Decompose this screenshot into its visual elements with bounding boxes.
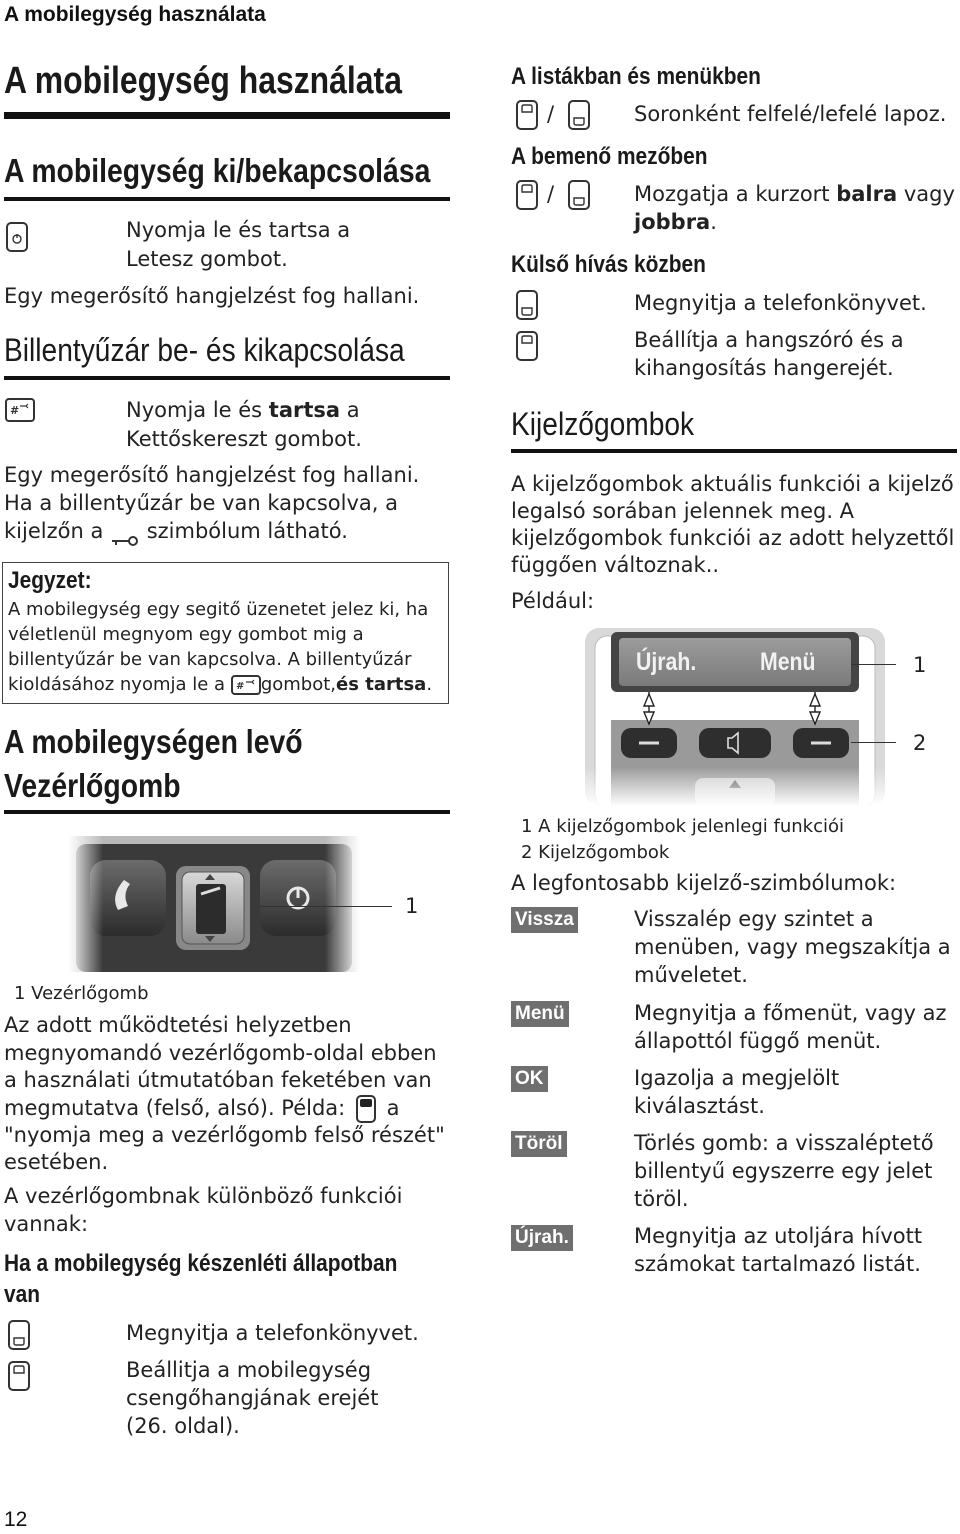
control-para1-line4 [4,1094,400,1123]
input-text-line2 [634,208,717,236]
symbol-desc-menu-line2: állapottól függő menüt. [634,1029,882,1053]
control-caption: 1 Vezérlőgomb [14,983,149,1004]
idle-up-key-icon [8,1361,30,1391]
control-para1-line5: "nyomja meg a vezérlőgomb felső részét" [4,1123,445,1147]
symbol-desc-ujrah-line1: Megnyitja az utoljára hívott [634,1224,923,1248]
onoff-title-rule [4,197,450,201]
control-callout-line [260,906,392,907]
symbol-badge-torol: Töröl [511,1131,567,1157]
keylock-text-a: Nyomja le és [126,398,269,422]
keylock-info-a: kijelzőn a [4,519,104,543]
note-title: Jegyzet: [8,567,92,594]
idle-up-line3: (26. oldal). [126,1414,240,1438]
note-hash-key-icon [231,675,261,695]
note-line4 [8,672,432,697]
keylock-text-b: a [340,398,360,422]
symbol-desc-ujrah-line2: számokat tartalmazó listát. [634,1252,921,1276]
keylock-text-bold: tartsa [268,398,341,422]
softkeys-title: Kijelzőgombok [511,406,695,442]
symbol-desc-torol-line2: billentyű egyszerre egy jelet [634,1159,933,1183]
input-down-key-icon [568,180,590,210]
note-line4-b: gombot, [260,674,337,695]
lists-down-key-icon [568,100,590,130]
control-para1-line2: megnyomandó vezérlőgomb-oldal ebben [4,1041,437,1065]
note-line4-c: és tartsa [336,674,427,695]
idle-title-line1: Ha a mobilegység készenléti állapotban [4,1250,398,1277]
external-up-key-icon [516,331,538,361]
note-line4-d: . [426,674,433,695]
symbol-desc-torol-line3: töröl. [634,1187,689,1211]
idle-down-text: Megnyitja a telefonkönyvet. [126,1321,419,1345]
control-para1-line4-a: megmutatva (felső, alsó). Példa: [4,1096,346,1120]
main-title-rule [4,112,450,119]
symbol-desc-vissza-line1: Visszalép egy szintet a [634,907,874,931]
input-text-a: Mozgatja a kurzort [634,182,837,206]
softkeys-para-line4: függően változnak.. [511,553,720,577]
idle-down-key-icon [8,1320,30,1350]
softkey-callout2: 2 [913,731,927,755]
lists-separator: / [547,102,555,126]
keylock-text-line1 [126,396,360,424]
control-title-rule [4,810,450,814]
keylock-title-rule [4,376,450,380]
softkey-callout1-line [851,664,896,665]
running-header: A mobilegység használata [4,3,266,26]
onoff-confirm: Egy megerősítő hangjelzést fog hallani. [4,284,420,308]
onoff-text-line2: Letesz gombot. [126,247,288,271]
control-para1-line1: Az adott működtetési helyzetben [4,1013,352,1037]
keylock-info-b: szimbólum látható. [146,519,348,543]
keylock-text-line2: Kettőskereszt gombot. [126,427,362,451]
symbol-badge-ujrah: Újrah. [511,1225,573,1251]
note-line3: billentyűzár be van kapcsolva. A billentyűzár [8,649,412,670]
control-title-line2: Vezérlőgomb [4,767,181,804]
lists-title: A listákban és menükben [511,63,761,90]
keylock-symbol-icon [110,525,140,539]
onoff-title: A mobilegység ki/bekapcsolása [4,152,431,189]
symbol-desc-vissza-line2: menüben, vagy megszakítja a [634,935,951,959]
softkeys-caption2: 2 Kijelzőgombok [521,842,670,863]
softkey-callout1: 1 [913,653,927,677]
symbol-badge-ok: OK [511,1066,548,1092]
hash-key-icon [5,398,35,422]
symbol-desc-ok-line2: kiválasztást. [634,1094,765,1118]
keylock-info-line2 [4,517,348,545]
symbol-desc-ok-line1: Igazolja a megjelölt [634,1066,840,1090]
softkeys-para-line2: legalsó sorában jelennek meg. A [511,499,855,523]
input-text-bold1: balra [836,182,898,206]
control-para2-line2: vannak: [4,1212,89,1236]
softkeys-caption1: 1 A kijelzőgombok jelenlegi funkciói [521,816,844,837]
input-separator: / [547,182,555,206]
control-para1-line4-b: a [386,1096,400,1120]
external-up-line2: kihangosítás hangerejét. [634,356,894,380]
page-number: 12 [4,1508,28,1531]
onoff-text-line1: Nyomja le és tartsa a [126,218,351,242]
keylock-confirm: Egy megerősítő hangjelzést fog hallani. [4,463,420,487]
lists-up-key-icon [516,100,538,130]
symbol-desc-torol-line1: Törlés gomb: a visszaléptető [634,1131,934,1155]
note-line2: véletlenül megnyom egy gombot mig a [8,624,364,645]
softkeys-para-line1: A kijelzőgombok aktuális funkciói a kijelző [511,472,954,496]
control-key-illustration [68,836,360,972]
input-title: A bemenő mezőben [511,143,708,170]
symbol-desc-menu-line1: Megnyitja a főmenüt, vagy az [634,1001,947,1025]
input-text-c: . [710,210,717,234]
control-up-key-inline-icon [356,1095,376,1123]
symbol-badge-vissza: Vissza [511,907,578,933]
input-up-key-icon [516,180,538,210]
note-line4-a: kioldásához nyomja le a [8,674,226,695]
softkey-screen-right: Menü [760,648,816,676]
input-text-bold2: jobbra [634,210,711,234]
external-down-key-icon [516,290,538,320]
softkeys-example: Például: [511,589,595,613]
softkey-callout2-line [851,742,896,743]
input-text-b: vagy [897,182,955,206]
svg-text:#: # [10,404,20,417]
svg-text:#: # [235,681,245,692]
symbol-badge-menu: Menü [511,1001,569,1027]
control-title-line1: A mobilegységen levő [4,723,303,760]
idle-title-line2: van [4,1281,40,1308]
softkeys-para-line3: kijelzőgombok funkciói az adott helyzettől [511,526,955,550]
external-down-text: Megnyitja a telefonkönyvet. [634,291,927,315]
keylock-title: Billentyűzár be- és kikapcsolása [4,332,405,368]
softkeys-title-rule [511,449,957,453]
end-call-key-icon [6,222,28,252]
lists-text: Soronként felfelé/lefelé lapoz. [634,102,947,126]
softkey-screen-left: Újrah. [636,648,697,676]
external-up-line1: Beállítja a hangszóró és a [634,328,904,352]
softkey-illustration [585,628,885,806]
symbol-desc-vissza-line3: műveletet. [634,963,748,987]
control-para1-line3: a használati útmutatóban feketében van [4,1068,432,1092]
symbols-title: A legfontosabb kijelző-szimbólumok: [511,871,897,895]
control-para1-line6: esetében. [4,1150,109,1174]
input-text-line1 [634,180,955,208]
external-title: Külső hívás közben [511,251,706,278]
idle-up-line1: Beállitja a mobilegység [126,1358,372,1382]
note-line1: A mobilegység egy segitő üzenetet jelez ki, ha [8,599,429,620]
control-para2-line1: A vezérlőgombnak különböző funkciói [4,1184,403,1208]
idle-up-line2: csengőhangjának erejét [126,1386,379,1410]
main-title: A mobilegység használata [4,60,402,102]
keylock-info-line1: Ha a billentyűzár be van kapcsolva, a [4,491,398,515]
control-callout-number: 1 [405,894,419,918]
